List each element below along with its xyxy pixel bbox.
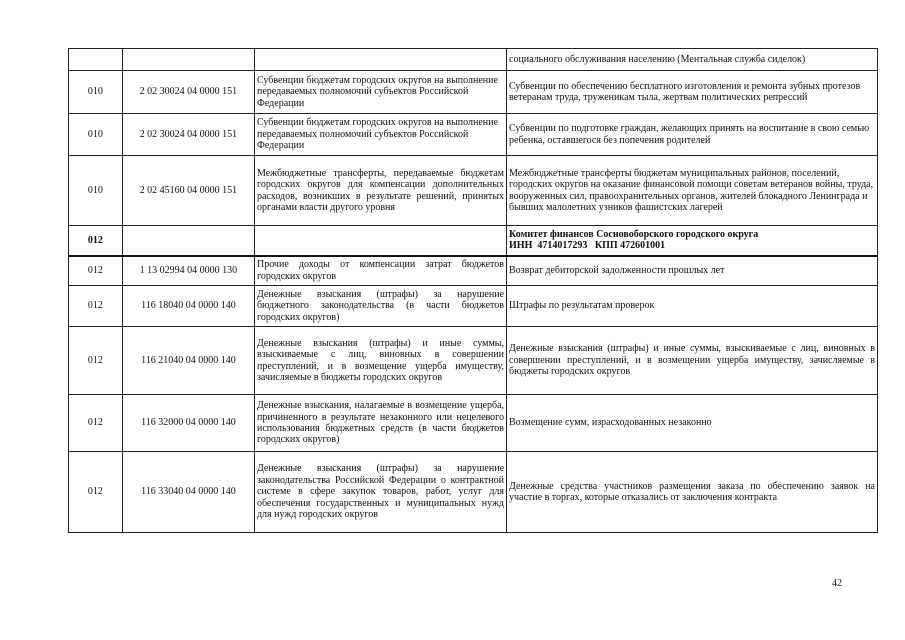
cell-code: 010 — [69, 156, 123, 226]
cell-description: Денежные средства участников размещения заказа по обеспечению заявок на участие в торгах, которые отказались от заключения контракта — [507, 452, 878, 533]
cell-kbk: 116 32000 04 0000 140 — [122, 395, 254, 452]
table-row — [69, 114, 878, 156]
organization-name: Комитет финансов Сосновоборского городского округа — [509, 228, 759, 240]
table-row — [69, 71, 878, 114]
page-number: 42 — [832, 578, 842, 589]
cell-code — [69, 49, 123, 71]
table-row — [69, 256, 878, 286]
cell-code: 012 — [69, 226, 123, 256]
table-row — [69, 49, 878, 71]
cell-description: Межбюджетные трансферты бюджетам муниципальных районов, поселений, городских округов на оказание финансовой помощи советам ветеранов войны, труда, вооруженных сил, правоохранительных органов, жителей блокадного Ленинграда и бывших малолетних узников фашистских лагерей — [507, 156, 878, 226]
cell-organization — [507, 226, 878, 256]
cell-name: Межбюджетные трансферты, передаваемые бюджетам городских округов для компенсации дополнительных расходов, возникших в результате решений, принятых органами власти другого уровня — [254, 156, 506, 226]
cell-code: 012 — [69, 452, 123, 533]
cell-code: 010 — [69, 71, 123, 114]
cell-kbk: 2 02 45160 04 0000 151 — [122, 156, 254, 226]
cell-name: Денежные взыскания (штрафы) и иные суммы, взыскиваемые с лиц, виновных в совершении преступлений, и в возмещение ущерба имуществу, зачисляемые в бюджеты городских округов — [254, 327, 506, 395]
cell-code: 012 — [69, 286, 123, 327]
cell-code: 010 — [69, 114, 123, 156]
cell-kbk — [122, 226, 254, 256]
cell-name — [254, 49, 506, 71]
cell-kbk: 2 02 30024 04 0000 151 — [122, 71, 254, 114]
table-row — [69, 286, 878, 327]
cell-kbk: 116 21040 04 0000 140 — [122, 327, 254, 395]
cell-kbk: 2 02 30024 04 0000 151 — [122, 114, 254, 156]
table-row — [69, 327, 878, 395]
table-row — [69, 395, 878, 452]
cell-name — [254, 226, 506, 256]
cell-description: Возврат дебиторской задолженности прошлых лет — [507, 256, 878, 286]
cell-description: социального обслуживания населению (Ментальная служба сиделок) — [507, 49, 878, 71]
cell-name: Денежные взыскания (штрафы) за нарушение законодательства Российской Федерации о контрактной системе в сфере закупок товаров, работ, услуг для обеспечения государственных и муниципальных нужд для нужд городских округов — [254, 452, 506, 533]
table-row — [69, 452, 878, 533]
organization-tax-ids: ИНН 4714017293 КПП 472601001 — [509, 240, 666, 252]
cell-name: Субвенции бюджетам городских округов на выполнение передаваемых полномочий субъектов Российской Федерации — [254, 71, 506, 114]
cell-description: Денежные взыскания (штрафы) и иные суммы, взыскиваемые с лиц, виновных в совершении преступлений, и в возмещении ущерба имуществу, зачисляемые в бюджеты городских округов — [507, 327, 878, 395]
cell-code: 012 — [69, 395, 123, 452]
cell-name: Субвенции бюджетам городских округов на выполнение передаваемых полномочий субъектов Российской Федерации — [254, 114, 506, 156]
cell-description: Субвенции по обеспечению бесплатного изготовления и ремонта зубных протезов ветеранам труда, труженикам тыла, жертвам политических репрессий — [507, 71, 878, 114]
cell-description: Штрафы по результатам проверок — [507, 286, 878, 327]
cell-kbk: 116 33040 04 0000 140 — [122, 452, 254, 533]
table-row-section-header — [69, 226, 878, 256]
cell-description: Субвенции по подготовке граждан, желающих принять на воспитание в свою семью ребенка, оставшегося без попечения родителей — [507, 114, 878, 156]
cell-code: 012 — [69, 327, 123, 395]
cell-name: Денежные взыскания, налагаемые в возмещение ущерба, причиненного в результате незаконного или нецелевого использования бюджетных средств (в части бюджетов городских округов) — [254, 395, 506, 452]
cell-name: Прочие доходы от компенсации затрат бюджетов городских округов — [254, 256, 506, 286]
table-row — [69, 156, 878, 226]
revenue-codes-table — [68, 48, 878, 533]
cell-name: Денежные взыскания (штрафы) за нарушение бюджетного законодательства (в части бюджетов городских округов) — [254, 286, 506, 327]
cell-kbk: 116 18040 04 0000 140 — [122, 286, 254, 327]
cell-code: 012 — [69, 256, 123, 286]
cell-description: Возмещение сумм, израсходованных незаконно — [507, 395, 878, 452]
cell-kbk: 1 13 02994 04 0000 130 — [122, 256, 254, 286]
cell-kbk — [122, 49, 254, 71]
